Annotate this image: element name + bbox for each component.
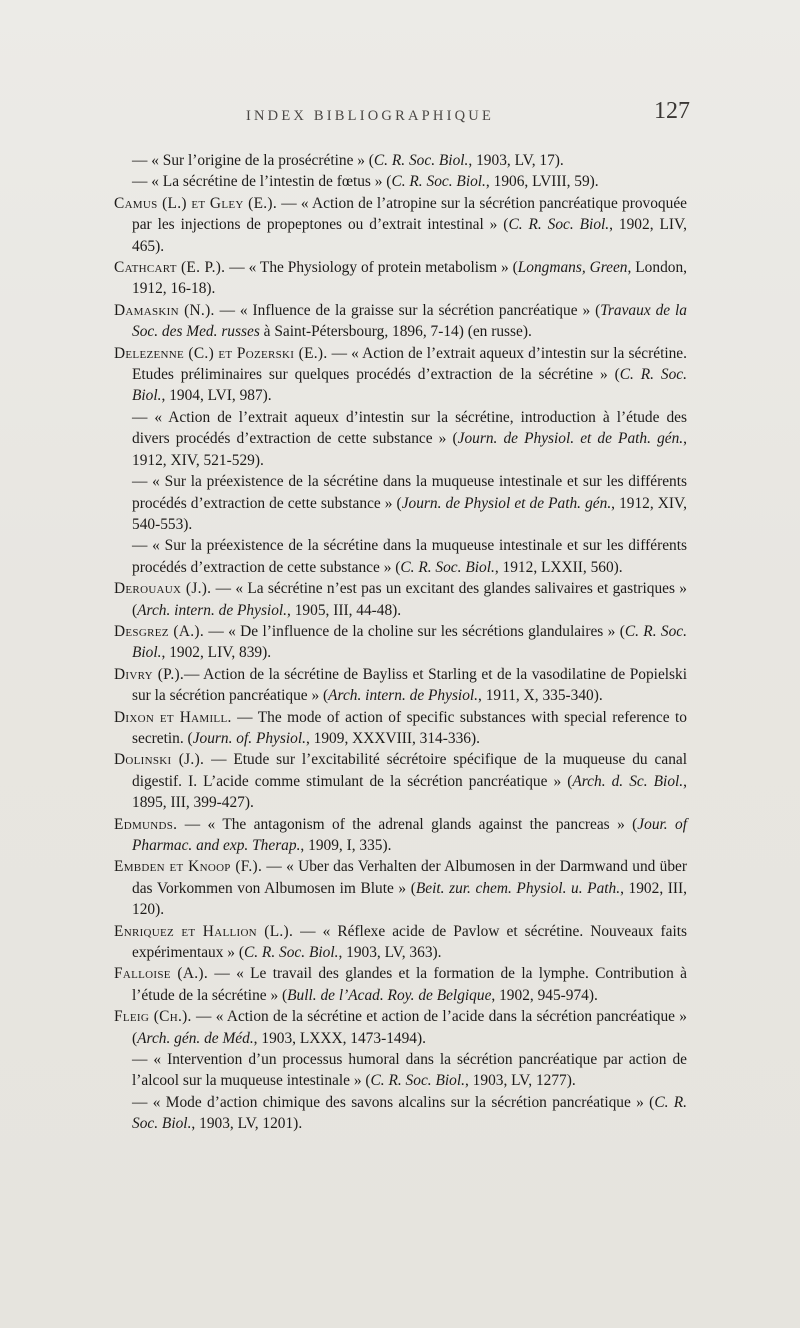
entry-title: « La sécrétine de l’intestin de fœtus » (	[151, 173, 392, 191]
entry-journal: Arch. intern. de Physiol.	[137, 601, 288, 619]
entry-dash: —	[277, 194, 301, 212]
entry-journal: Beit. zur. chem. Physiol. u. Path.	[415, 879, 621, 897]
bibliography-entry	[114, 150, 687, 171]
entry-journal: C. R. Soc. Biol.	[400, 558, 495, 576]
bibliography-entry	[114, 535, 687, 578]
bibliography-entry	[114, 171, 687, 192]
entry-details: , 1903, LV, 1277).	[464, 1072, 576, 1090]
entry-dash: —	[132, 1093, 153, 1111]
entry-title: « Influence de la graisse sur la sécrétion pancréatique » (	[239, 301, 601, 319]
entry-journal: C. R. Soc. Biol.	[391, 173, 486, 191]
entry-title: The mode of action of specific substances with special reference to secretin. (	[132, 708, 687, 747]
entry-title: « Le travail des glandes et la formation de la lymphe. Contribution à l’étude de la sécrétine » (	[132, 965, 687, 1004]
entry-author: Camus (L.) et Gley (E.).	[114, 194, 278, 212]
bibliography-entry	[114, 1049, 687, 1092]
entry-journal: C. R. Soc. Biol.	[132, 366, 687, 405]
bibliography-entry	[114, 578, 687, 621]
bibliography-entry	[114, 300, 687, 343]
page-header	[110, 98, 690, 130]
running-title: INDEX BIBLIOGRAPHIQUE	[245, 108, 495, 124]
entry-journal: Bull. de l’Acad. Roy. de Belgique	[287, 986, 492, 1004]
entry-title: « Action de l’atropine sur la sécrétion pancréatique provoquée par les injections de propeptones ou d’extrait intestinal » (	[132, 194, 687, 234]
entry-dash: —	[327, 344, 352, 362]
entry-dash: —	[132, 408, 155, 426]
entry-journal: Journ. of. Physiol.	[192, 729, 306, 747]
bibliography-entry	[114, 257, 687, 300]
bibliography-entry	[114, 963, 687, 1006]
bibliography-entry	[114, 1006, 687, 1049]
entry-journal: Jour. of Pharmac. and exp. Therap.	[132, 815, 688, 854]
entry-author: Divry (P.).	[114, 665, 185, 683]
bibliography-entry	[114, 193, 687, 257]
bibliography-entry	[114, 664, 687, 707]
page-number: 127	[654, 98, 690, 124]
entry-title: « Mode d’action chimique des savons alcalins sur la sécrétion pancréatique » (	[152, 1093, 655, 1111]
entry-journal: Travaux de la Soc. des Med. russes	[132, 301, 687, 341]
entry-title: « Réflexe acide de Pavlow et sécrétine. Nouveaux faits expérimentaux » (	[132, 922, 687, 962]
entry-author: Fleig (Ch.).	[114, 1008, 192, 1026]
bibliography-entry	[114, 343, 687, 407]
entry-dash: —	[225, 259, 249, 277]
entry-dash: —	[211, 580, 236, 598]
entry-author: Damaskin (N.).	[114, 301, 215, 319]
entry-title: « Action de l’extrait aqueux d’intestin sur la sécrétine, introduction à l’étude des divers procédés d’extraction de cette substance » (	[132, 408, 687, 448]
entry-journal: C. R. Soc. Biol.	[508, 216, 610, 234]
bibliography-entry	[114, 856, 687, 920]
entry-details: , 1902, LIV, 839).	[161, 644, 272, 662]
entry-author: Desgrez (A.).	[114, 622, 204, 640]
entry-details: , 1903, LV, 363).	[338, 944, 442, 962]
entry-dash: —	[191, 1008, 216, 1026]
entry-journal: Arch. intern. de Physiol.	[328, 687, 479, 705]
entry-author: Edmunds.	[114, 815, 178, 833]
entry-journal: Journ. de Physiol et de Path. gén.	[401, 494, 612, 512]
entry-dash: —	[214, 301, 240, 319]
entry-dash: —	[231, 708, 258, 726]
bibliography-entry	[114, 407, 687, 471]
bibliography-entry	[114, 707, 687, 750]
entry-details: , 1903, LV, 1201).	[191, 1115, 303, 1133]
entry-journal: C. R. Soc. Biol.	[132, 622, 687, 662]
entry-title: « Action de l’extrait aqueux d’intestin sur la sécrétine. Etudes préliminaires sur quelques procédés d’extraction de la sécrétine » (	[132, 344, 687, 384]
entry-journal: Journ. de Physiol. et de Path. gén.	[457, 430, 684, 448]
entry-details: , 1903, LXXX, 1473-1494).	[253, 1029, 426, 1047]
entry-title: « The antagonism of the adrenal glands against the pancreas » (	[207, 815, 638, 833]
entry-dash: —	[262, 858, 287, 876]
entry-author: Enriquez et Hallion (L.).	[114, 922, 294, 940]
entry-journal: Longmans, Green	[517, 259, 628, 277]
entry-details: , London, 1912, 16-18).	[132, 259, 688, 298]
entry-author: Delezenne (C.) et Pozerski (E.).	[114, 344, 328, 362]
entry-dash: —	[132, 537, 153, 555]
entry-title: « Intervention d’un processus humoral dans la sécrétion pancréatique par action de l’alcool sur la muqueuse intestinale » (	[132, 1051, 687, 1090]
entry-author: Dixon et Hamill.	[114, 708, 232, 726]
entry-title: « Sur l’origine de la prosécrétine » (	[151, 152, 374, 169]
entry-author: Derouaux (J.).	[114, 580, 212, 598]
bibliography-entry	[114, 749, 687, 813]
entry-journal: C. R. Soc. Biol.	[373, 152, 469, 169]
bibliography-entry	[114, 814, 687, 857]
entry-author: Dolinski (J.).	[114, 751, 205, 769]
entry-dash: —	[132, 473, 153, 491]
entry-details: , 1912, XIV, 521-529).	[132, 430, 687, 469]
entry-title: « Action de la sécrétine et action de l’acide dans la sécrétion pancréatique » (	[132, 1008, 687, 1047]
entry-dash: —	[204, 622, 229, 640]
entry-details: , 1902, LIV, 465).	[132, 216, 687, 255]
entry-journal: C. R. Soc. Biol.	[132, 1093, 688, 1133]
entry-journal: C. R. Soc. Biol.	[370, 1072, 465, 1090]
entry-details: , 1912, XIV, 540-553).	[132, 494, 688, 533]
entry-details: , 1912, LXXII, 560).	[494, 558, 623, 576]
bibliography-entry	[114, 621, 687, 664]
entry-details: à Saint-Pétersbourg, 1896, 7-14) (en russe).	[259, 323, 532, 341]
entry-details: , 1909, XXXVIII, 314-336).	[305, 729, 480, 747]
entry-journal: Arch. gén. de Méd.	[137, 1029, 254, 1047]
entry-journal: C. R. Soc. Biol.	[243, 944, 339, 962]
entry-details: , 1909, I, 335).	[300, 837, 392, 854]
entry-title: Etude sur l’excitabilité sécrétoire spécifique de la muqueuse du canal digestif. I. L’acide comme stimulant de la sécrétion pancréatique » (	[132, 751, 687, 790]
entry-dash: —	[204, 751, 234, 769]
entry-title: « Uber das Verhalten der Albumosen in der Darmwand und über das Vorkommen von Albumosen im Blute » (	[132, 858, 687, 897]
entry-title: « La sécrétine n’est pas un excitant des glandes salivaires et gastriques » (	[132, 580, 687, 619]
entry-dash: —	[293, 922, 323, 940]
entry-details: , 1905, III, 44-48).	[287, 601, 402, 619]
entry-dash: —	[184, 665, 204, 683]
entry-journal: Arch. d. Sc. Biol.	[572, 772, 684, 790]
entry-dash: —	[208, 965, 237, 983]
entry-title: « De l’influence de la choline sur les sécrétions glandulaires » (	[228, 622, 625, 640]
entry-dash: —	[132, 173, 152, 191]
entry-details: , 1906, LVIII, 59).	[485, 173, 599, 191]
entry-details: , 1902, 945-974).	[491, 986, 598, 1004]
entry-author: Falloise (A.).	[114, 965, 208, 983]
bibliography-list	[114, 150, 687, 1135]
entry-title: « Sur la préexistence de la sécrétine dans la muqueuse intestinale et sur les différents procédés d’extraction de cette substance » (	[132, 537, 687, 576]
entry-details: , 1911, X, 335-340).	[478, 687, 603, 705]
bibliography-entry	[114, 471, 687, 535]
entry-details: , 1902, III, 120).	[132, 879, 687, 919]
entry-dash: —	[132, 1051, 154, 1069]
entry-dash: —	[177, 815, 208, 833]
entry-author: Embden et Knoop (F.).	[114, 858, 263, 876]
bibliography-entry	[114, 921, 687, 964]
bibliography-entry	[114, 1092, 687, 1135]
entry-title: « Sur la préexistence de la sécrétine dans la muqueuse intestinale et sur les différents procédés d’extraction de cette substance » (	[132, 473, 687, 512]
entry-title: Action de la sécrétine de Bayliss et Starling et de la vasodilatine de Popielski sur la sécrétion pancréatique » (	[132, 665, 688, 705]
entry-dash: —	[132, 152, 152, 169]
entry-details: , 1903, LV, 17).	[468, 152, 564, 169]
entry-title: « The Physiology of protein metabolism » (	[248, 259, 518, 277]
entry-details: , 1904, LVI, 987).	[161, 387, 272, 405]
entry-author: Cathcart (E. P.).	[114, 259, 226, 277]
entry-details: , 1895, III, 399-427).	[132, 772, 687, 812]
